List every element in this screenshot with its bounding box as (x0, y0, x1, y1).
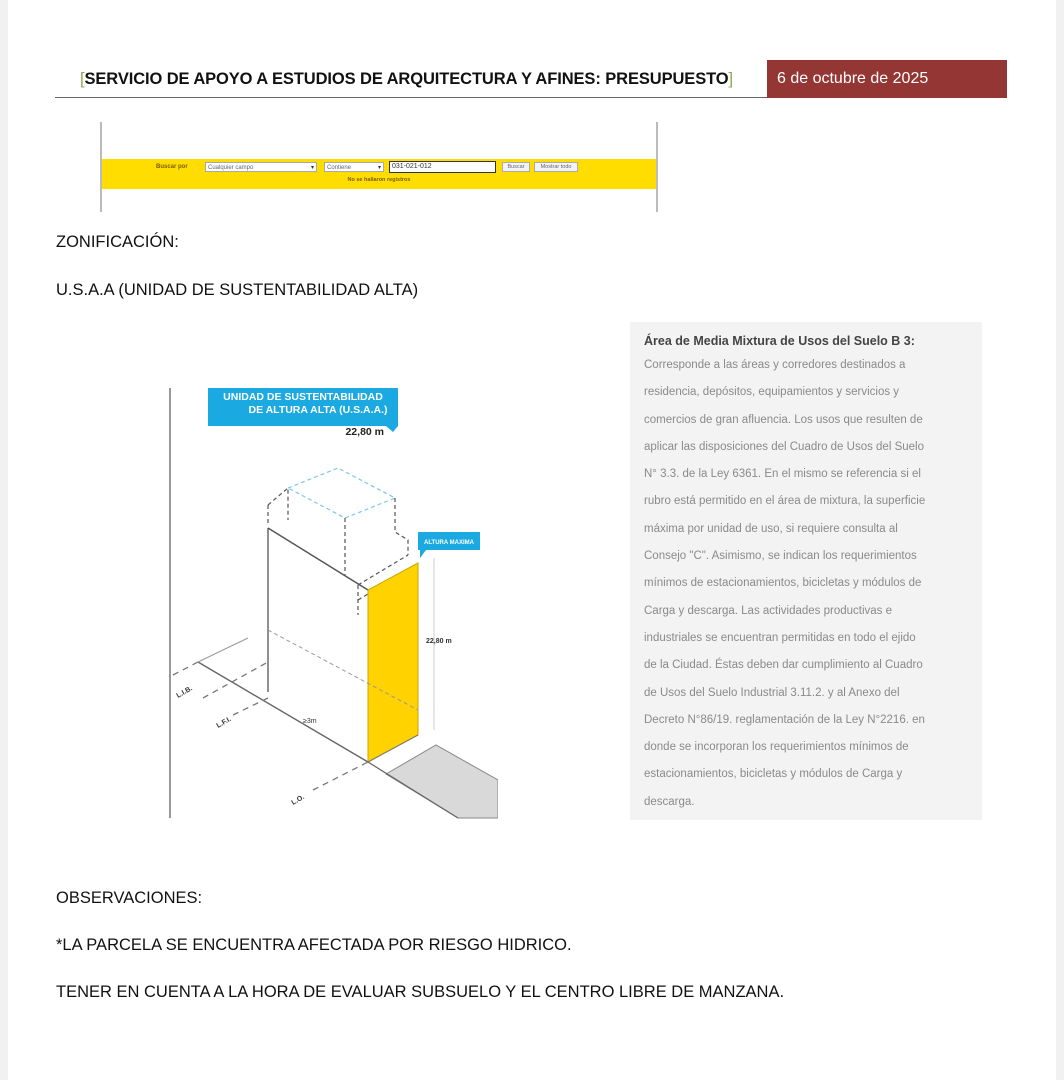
info-box-line: N° 3.3. de la Ley 6361. En el mismo se referencia si el (644, 468, 921, 481)
dashed-volume (288, 468, 395, 518)
info-box-line: máxima por unidad de uso, si requiere consulta al (644, 522, 898, 535)
info-box-line: estacionamientos, bicicletas y módulos de Carga y (644, 768, 903, 781)
info-box-text (644, 352, 968, 816)
search-bar (102, 159, 656, 189)
bracket-open: [ (80, 70, 85, 88)
info-box-line: mínimos de estacionamientos, bicicletas y módulos de (644, 577, 922, 590)
info-box-line: rubro está permitido en el área de mixtura, la superficie (644, 495, 926, 508)
header-title-text: SERVICIO DE APOYO A ESTUDIOS DE ARQUITECTURA Y AFINES: PRESUPUESTO (84, 70, 729, 88)
document-header (55, 60, 1007, 100)
info-box-line: aplicar las disposiciones del Cuadro de Usos del Suelo (644, 440, 924, 453)
diagram-height-label: 22,80 m (345, 426, 384, 438)
info-box-line: industriales se encuentran permitidas en todo el ejido (644, 631, 916, 644)
zoning-diagram (158, 380, 498, 830)
observation-1: *LA PARCELA SE ENCUENTRA AFECTADA POR RIESGO HIDRICO. (56, 936, 572, 954)
diagram-title-line1: UNIDAD DE SUSTENTABILIDAD (223, 391, 383, 403)
chevron-down-icon: ▾ (310, 165, 314, 171)
search-input[interactable]: 031-021-012 (389, 161, 496, 173)
lfi-line-label: L.F.I. (215, 715, 233, 730)
info-box-line: residencia, depósitos, equipamientos y servicios y (644, 386, 900, 399)
info-box-line: de Usos del Suelo Industrial 3.11.2. y al Anexo del (644, 686, 900, 699)
info-box-line: de la Ciudad. Éstas deben dar cumplimiento al Cuadro (644, 659, 923, 672)
bracket-close: ] (728, 70, 733, 88)
header-date: 6 de octubre de 2025 (767, 60, 1007, 98)
operator-select-value: Contiene (327, 165, 352, 171)
side-height-label: 22,80 m (426, 638, 452, 645)
info-box-title: Área de Media Mixtura de Usos del Suelo B 3: (644, 334, 915, 348)
building-top-edge (268, 528, 368, 590)
info-box-line: Corresponde a las áreas y corredores destinados a (644, 359, 906, 371)
info-box-line: Decreto N°86/19. reglamentación de la Ley N°2216. en (644, 713, 925, 726)
lo-line-label: L.O. (290, 793, 306, 807)
observation-2: TENER EN CUENTA A LA HORA DE EVALUAR SUBSUELO Y EL CENTRO LIBRE DE MANZANA. (56, 983, 785, 1001)
document-page (8, 0, 1056, 1080)
search-button[interactable]: Buscar (502, 162, 530, 172)
info-box-line: Consejo "C". Asimismo, se indican los requerimientos (644, 550, 917, 563)
screenshot-right-border (656, 122, 658, 212)
chevron-down-icon: ▾ (377, 165, 381, 171)
setback-label: ≥3m (303, 718, 317, 725)
observations-heading: OBSERVACIONES: (56, 889, 203, 907)
search-screenshot (100, 122, 658, 212)
info-box-line: descarga. (644, 795, 695, 808)
header-title (80, 70, 733, 89)
search-by-label: Buscar por (156, 164, 188, 170)
facade-highlight (368, 563, 418, 762)
info-box-line: comercios de gran afluencia. Los usos que resulten de (644, 413, 923, 426)
sidewalk (386, 745, 498, 818)
max-height-tag-label: ALTURA MAXIMA (424, 540, 474, 546)
diagram-title-line2: DE ALTURA ALTA (U.S.A.A.) (248, 404, 388, 416)
info-box-line: Carga y descarga. Las actividades productivas e (644, 604, 893, 617)
show-all-button[interactable]: Mostrar todo (534, 162, 578, 172)
field-select-value: Cualquier campo (208, 165, 254, 171)
field-select[interactable] (205, 162, 317, 172)
info-box-line: donde se incorporan los requerimientos mínimos de (644, 741, 909, 754)
header-rule (55, 97, 767, 98)
zoning-heading: ZONIFICACIÓN: (56, 233, 179, 251)
operator-select[interactable] (324, 162, 384, 172)
lib-line-label: L.I.B. (175, 685, 194, 700)
zoning-value: U.S.A.A (UNIDAD DE SUSTENTABILIDAD ALTA) (56, 281, 419, 299)
land-use-info-box (630, 322, 982, 820)
no-results-message: No se hallaron registros (347, 177, 411, 183)
